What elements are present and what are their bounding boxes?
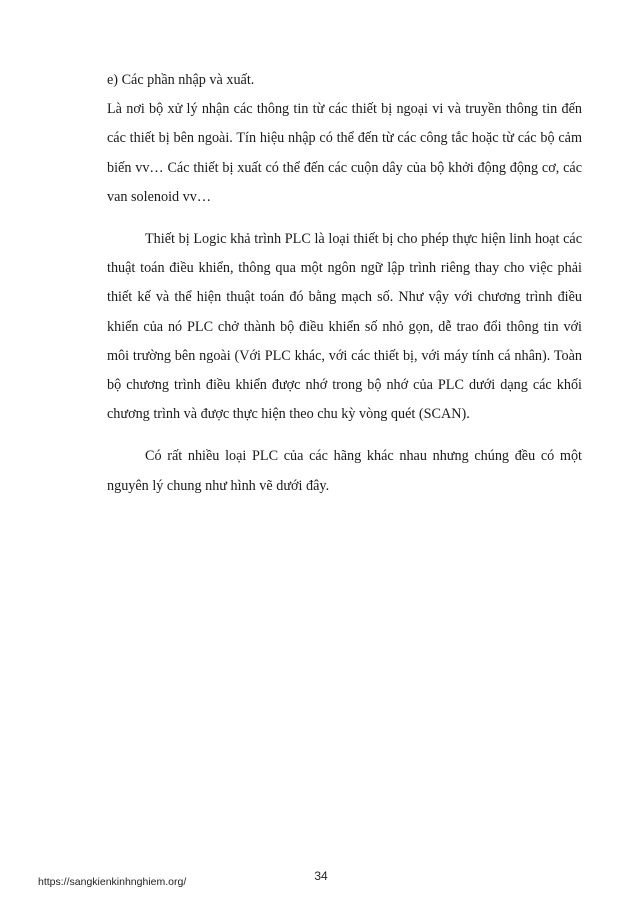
page-number: 34: [314, 869, 328, 883]
paragraph-plc-principle: Có rất nhiều loại PLC của các hãng khác nhau nhưng chúng đều có một nguyên lý chung như hình vẽ dưới đây.: [107, 448, 582, 494]
paragraph-io-description: Là nơi bộ xử lý nhận các thông tin từ các thiết bị ngoại vi và truyền thông tin đến các thiết bị bên ngoài. Tín hiệu nhập có thể đến từ các công tắc hoặc từ các bộ cảm biến vv… Các thiết bị xuất có thể đến các cuộn dây của bộ khởi động động cơ, các van solenoid vv…: [107, 101, 582, 205]
page-body: [107, 66, 582, 501]
paragraph-plc-definition: Thiết bị Logic khả trình PLC là loại thiết bị cho phép thực hiện linh hoạt các thuật toán điều khiển, thông qua một ngôn ngữ lập trình riêng thay cho việc phải thiết kế và thể hiện thuật toán đó bằng mạch số. Như vậy với chương trình điều khiển của nó PLC chở thành bộ điều khiển số nhỏ gọn, dễ trao đổi thông tin với môi trường bên ngoài (Với PLC khác, với các thiết bị, với máy tính cá nhân). Toàn bộ chương trình điều khiển được nhớ trong bộ nhớ của PLC dưới dạng các khối chương trình và được thực hiện theo chu kỳ vòng quét (SCAN).: [107, 231, 582, 423]
section-heading: e) Các phần nhập và xuất.: [107, 72, 255, 88]
footer-url: https://sangkienkinhnghiem.org/: [38, 876, 187, 888]
